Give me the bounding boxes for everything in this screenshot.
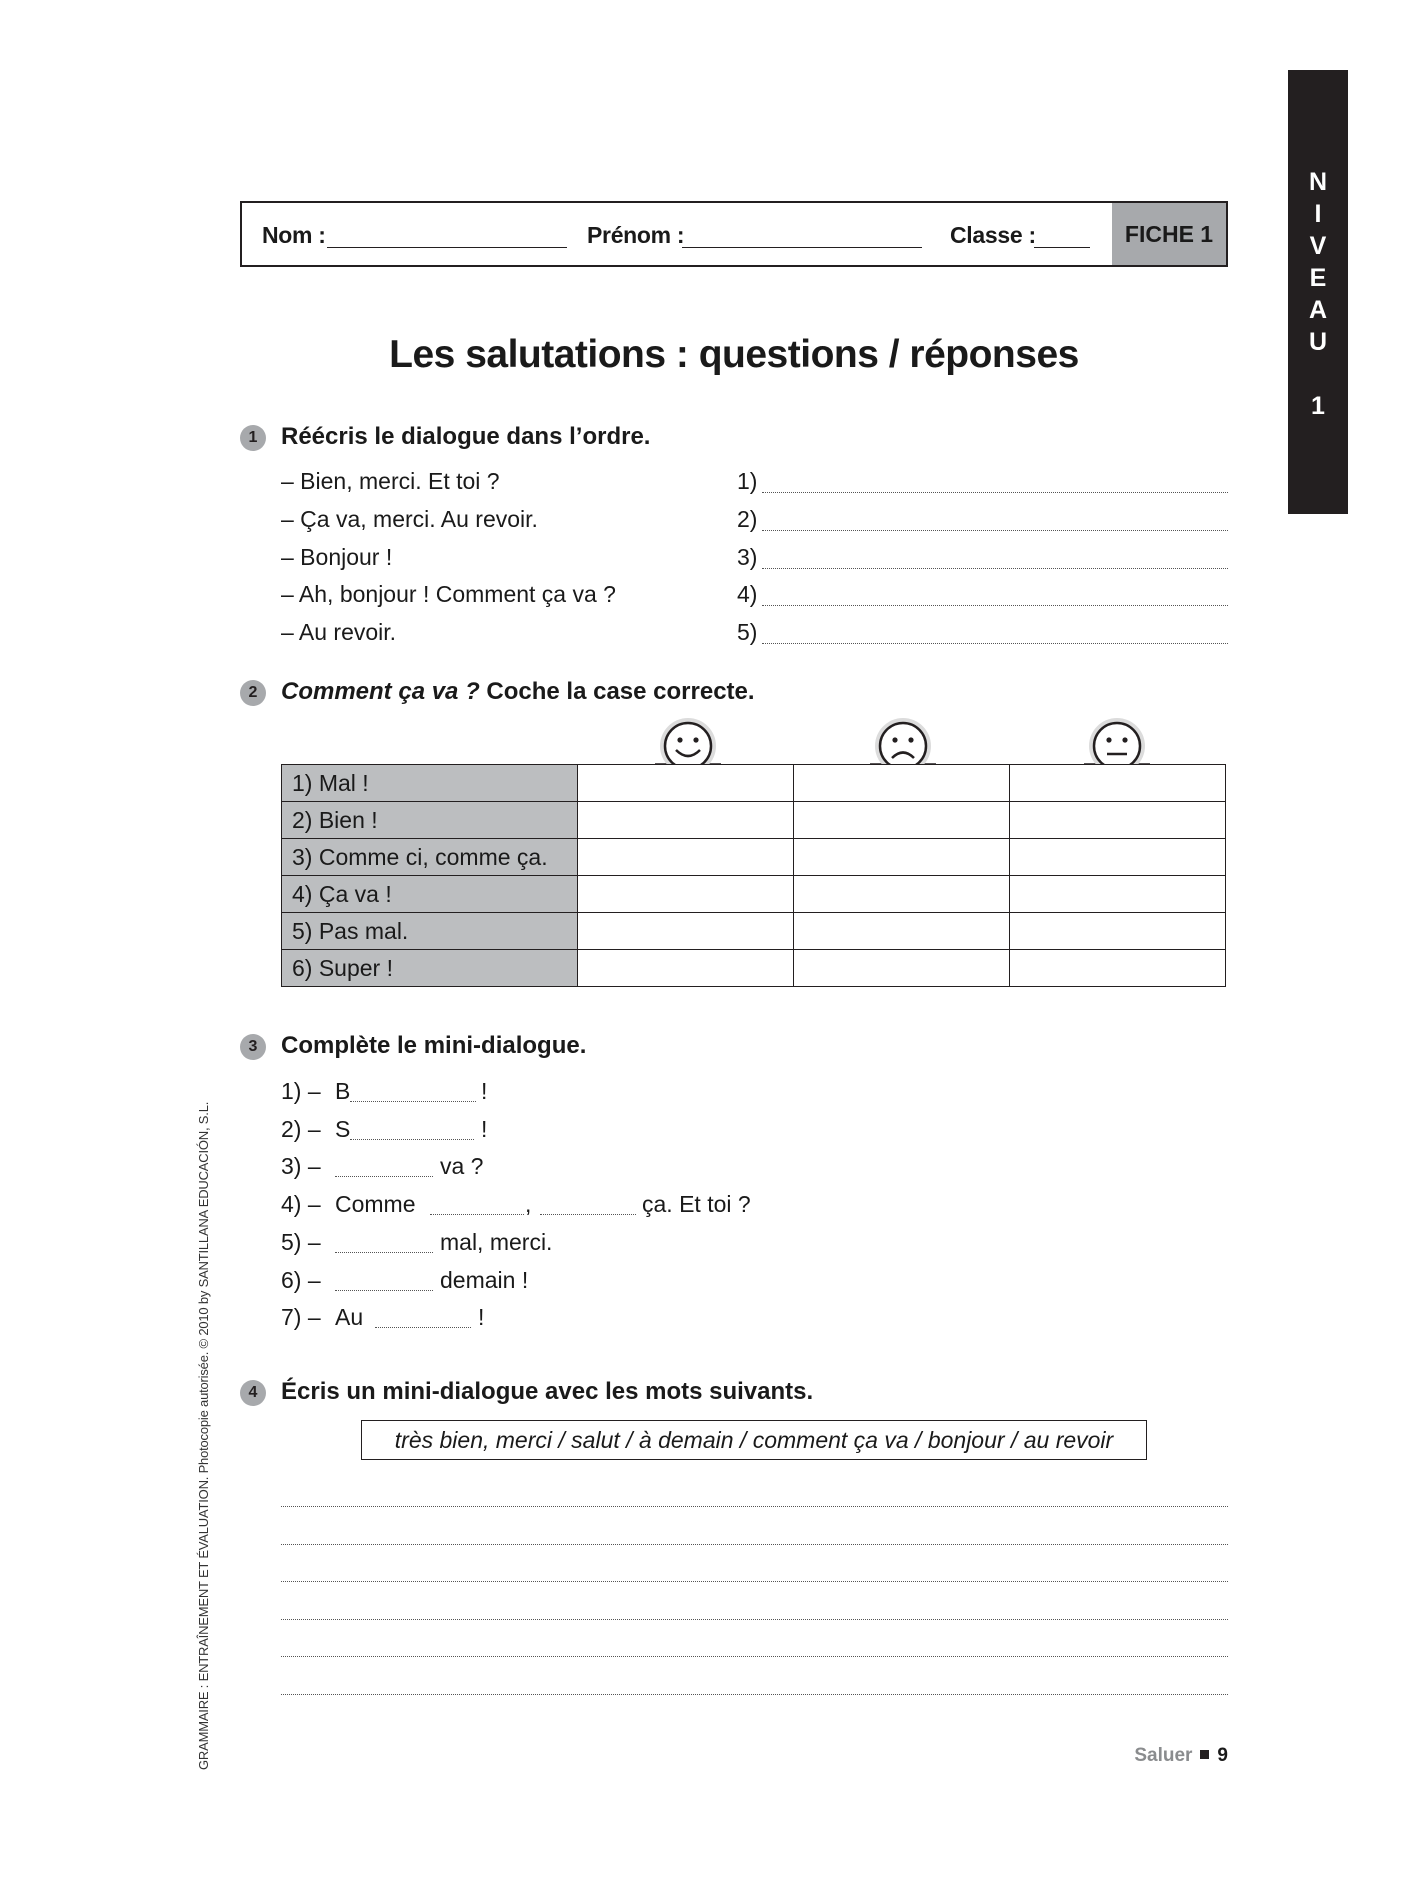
answer-line[interactable]	[762, 530, 1228, 531]
check-cell-sad[interactable]	[794, 839, 1010, 876]
writing-line[interactable]	[281, 1619, 1228, 1620]
fill-blank[interactable]	[350, 1139, 474, 1140]
row-label: 6) Super !	[282, 950, 578, 987]
check-cell-sad[interactable]	[794, 913, 1010, 950]
dialogue-line: – Ça va, merci. Au revoir.	[281, 506, 538, 532]
side-tab-letter: N	[1308, 168, 1328, 196]
dialogue-line: – Ah, bonjour ! Comment ça va ?	[281, 581, 616, 607]
writing-line[interactable]	[281, 1581, 1228, 1582]
exercise-number: 1	[240, 425, 266, 451]
word-bank: très bien, merci / salut / à demain / comment ça va / bonjour / au revoir	[361, 1420, 1147, 1460]
line-number: 3) –	[281, 1153, 321, 1179]
answer-number: 2)	[737, 506, 758, 532]
table-row	[282, 876, 1226, 913]
answer-line[interactable]	[762, 605, 1228, 606]
mood-table	[281, 764, 1226, 987]
check-cell-neutral[interactable]	[1010, 876, 1226, 913]
exercise-title-rest: Coche la case correcte.	[479, 678, 755, 705]
side-tab-letter: A	[1308, 296, 1328, 324]
niveau-side-tab	[1288, 70, 1348, 514]
given-text: !	[481, 1078, 488, 1104]
page-title: Les salutations : questions / réponses	[389, 333, 1079, 376]
check-cell-happy[interactable]	[578, 913, 794, 950]
exercise-number: 3	[240, 1034, 266, 1060]
line-number: 7) –	[281, 1304, 321, 1330]
exercise-title: Complète le mini-dialogue.	[281, 1032, 587, 1059]
given-text: mal, merci.	[440, 1229, 553, 1255]
writing-line[interactable]	[281, 1506, 1228, 1507]
side-tab-letter: V	[1309, 232, 1327, 260]
fill-blank[interactable]	[335, 1252, 433, 1253]
check-cell-sad[interactable]	[794, 876, 1010, 913]
check-cell-neutral[interactable]	[1010, 839, 1226, 876]
given-text: Au	[335, 1304, 364, 1330]
check-cell-happy[interactable]	[578, 876, 794, 913]
answer-number: 4)	[737, 581, 758, 607]
nom-label: Nom :	[262, 222, 326, 248]
fill-blank[interactable]	[350, 1101, 476, 1102]
table-row	[282, 765, 1226, 802]
copyright-notice: GRAMMAIRE : ENTRAÎNEMENT ET ÉVALUATION. Photocopie autorisée. © 2010 by SANTILLANA EDUCACIÓN, S.L.	[196, 1101, 211, 1770]
side-tab-letter: U	[1308, 328, 1328, 356]
fill-blank[interactable]	[430, 1214, 524, 1215]
writing-line[interactable]	[281, 1656, 1228, 1657]
writing-line[interactable]	[281, 1544, 1228, 1545]
exercise-title: Écris un mini-dialogue avec les mots suivants.	[281, 1378, 814, 1405]
given-text: !	[478, 1304, 485, 1330]
prenom-label: Prénom :	[587, 222, 685, 248]
table-row	[282, 802, 1226, 839]
student-info-header	[240, 201, 1228, 267]
given-text: va ?	[440, 1153, 484, 1179]
given-text: !	[481, 1116, 488, 1142]
check-cell-happy[interactable]	[578, 839, 794, 876]
prenom-field[interactable]	[682, 247, 922, 248]
table-row	[282, 839, 1226, 876]
answer-number: 3)	[737, 544, 758, 570]
exercise-number: 4	[240, 1380, 266, 1406]
fiche-badge: FICHE 1	[1112, 203, 1226, 265]
answer-line[interactable]	[762, 568, 1228, 569]
row-label: 2) Bien !	[282, 802, 578, 839]
exercise-title-italic: Comment ça va ?	[281, 678, 480, 705]
footer-section-label: Saluer	[1134, 1745, 1193, 1766]
side-tab-letter: E	[1309, 264, 1327, 292]
page-footer	[1100, 1745, 1228, 1767]
answer-line[interactable]	[762, 643, 1228, 644]
side-tab-letter: I	[1314, 200, 1322, 228]
row-label: 1) Mal !	[282, 765, 578, 802]
given-text: ça. Et toi ?	[642, 1191, 751, 1217]
row-label: 5) Pas mal.	[282, 913, 578, 950]
answer-number: 5)	[737, 619, 758, 645]
line-number: 2) –	[281, 1116, 321, 1142]
side-tab-level: 1	[1311, 392, 1325, 420]
check-cell-happy[interactable]	[578, 765, 794, 802]
check-cell-neutral[interactable]	[1010, 913, 1226, 950]
fill-blank[interactable]	[540, 1214, 636, 1215]
row-label: 3) Comme ci, comme ça.	[282, 839, 578, 876]
given-text: demain !	[440, 1267, 529, 1293]
given-text: Comme	[335, 1191, 416, 1217]
footer-square-icon	[1200, 1750, 1209, 1759]
check-cell-neutral[interactable]	[1010, 950, 1226, 987]
answer-number: 1)	[737, 468, 758, 494]
line-number: 4) –	[281, 1191, 321, 1217]
exercise-title	[281, 678, 755, 706]
check-cell-neutral[interactable]	[1010, 765, 1226, 802]
fill-blank[interactable]	[335, 1290, 433, 1291]
given-text: B	[335, 1078, 351, 1104]
answer-line[interactable]	[762, 492, 1228, 493]
check-cell-happy[interactable]	[578, 950, 794, 987]
dialogue-line: – Bonjour !	[281, 544, 393, 570]
page-number: 9	[1217, 1745, 1228, 1766]
row-label: 4) Ça va !	[282, 876, 578, 913]
table-row	[282, 950, 1226, 987]
given-text: S	[335, 1116, 351, 1142]
exercise-title: Réécris le dialogue dans l’ordre.	[281, 423, 651, 450]
classe-field[interactable]	[1034, 247, 1090, 248]
check-cell-neutral[interactable]	[1010, 802, 1226, 839]
table-row	[282, 913, 1226, 950]
line-number: 6) –	[281, 1267, 321, 1293]
dialogue-line: – Au revoir.	[281, 619, 397, 645]
check-cell-sad[interactable]	[794, 765, 1010, 802]
exercise-number: 2	[240, 680, 266, 706]
dialogue-line: – Bien, merci. Et toi ?	[281, 468, 500, 494]
check-cell-sad[interactable]	[794, 950, 1010, 987]
fill-blank[interactable]	[335, 1176, 433, 1177]
writing-line[interactable]	[281, 1694, 1228, 1695]
given-text: ,	[525, 1191, 532, 1217]
line-number: 1) –	[281, 1078, 321, 1104]
classe-label: Classe :	[950, 222, 1036, 248]
nom-field[interactable]	[327, 247, 567, 248]
line-number: 5) –	[281, 1229, 321, 1255]
check-cell-happy[interactable]	[578, 802, 794, 839]
check-cell-sad[interactable]	[794, 802, 1010, 839]
fill-blank[interactable]	[375, 1327, 471, 1328]
